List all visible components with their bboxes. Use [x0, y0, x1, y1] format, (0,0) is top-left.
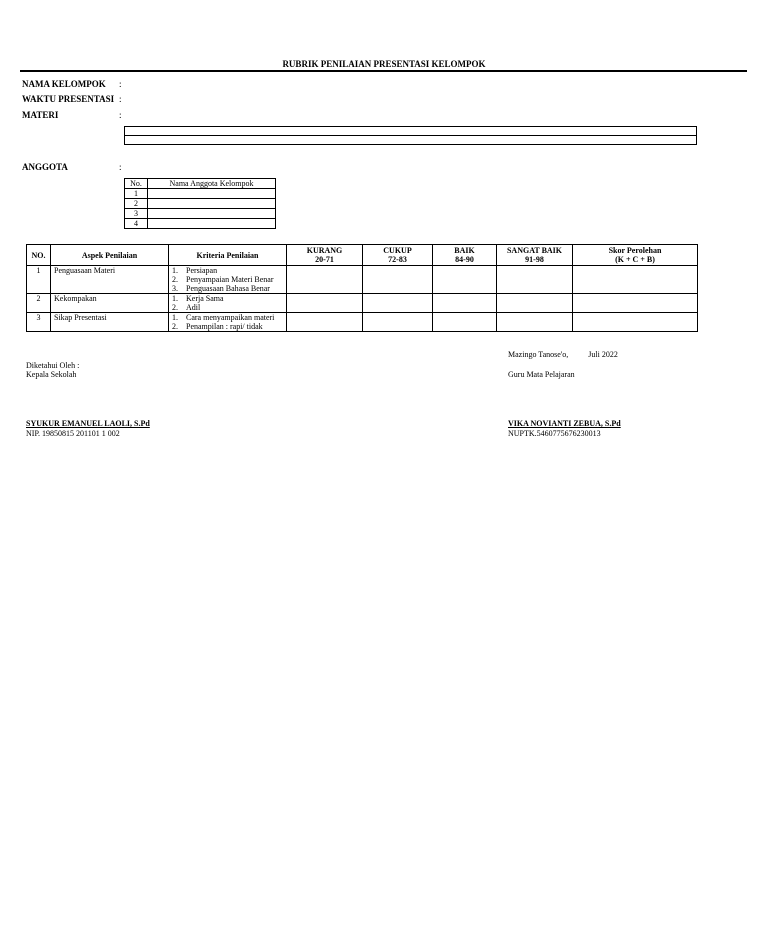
table-row [125, 219, 276, 229]
kriteria-item: 2. Penampilan : rapi/ tidak [172, 322, 263, 331]
diketahui-label: Diketahui Oleh : [26, 361, 80, 370]
kriteria-cell [169, 266, 287, 294]
kriteria-item: 1. Persiapan [172, 266, 218, 275]
aspek-cell: Sikap Presentasi [51, 313, 169, 332]
row-number: 3 [27, 313, 51, 332]
member-name-cell[interactable] [148, 199, 276, 209]
score-cell[interactable] [363, 294, 433, 313]
no-header: NO. [27, 245, 51, 266]
row-number: 1 [125, 189, 148, 199]
baik-header [433, 245, 497, 266]
table-row [125, 209, 276, 219]
score-cell[interactable] [497, 313, 573, 332]
kriteria-item: 2. Penyampaian Materi Benar [172, 275, 274, 284]
cukup-label: CUKUP [383, 246, 412, 255]
row-number: 2 [125, 199, 148, 209]
colon: : [119, 79, 122, 89]
materi-label: MATERI [22, 110, 59, 120]
kriteria-item: 1. Cara menyampaikan materi [172, 313, 275, 322]
aspek-cell: Penguasaan Materi [51, 266, 169, 294]
cukup-range: 72-83 [388, 255, 407, 264]
right-signatory-id: NUPTK.5460775676230013 [508, 429, 601, 438]
score-cell[interactable] [363, 313, 433, 332]
score-cell[interactable] [433, 313, 497, 332]
score-cell[interactable] [433, 266, 497, 294]
colon: : [119, 110, 122, 120]
kriteria-item: 2. Adil [172, 303, 201, 312]
page-title: RUBRIK PENILAIAN PRESENTASI KELOMPOK [282, 59, 486, 69]
row-number: 4 [125, 219, 148, 229]
member-name-cell[interactable] [148, 189, 276, 199]
sangat-baik-range: 91-98 [525, 255, 544, 264]
row-number: 2 [27, 294, 51, 313]
rubrik-table [26, 244, 698, 332]
skor-label: Skor Perolehan [608, 246, 662, 255]
kurang-range: 20-71 [315, 255, 334, 264]
nama-kelompok-label: NAMA KELOMPOK [22, 79, 106, 89]
kurang-label: KURANG [306, 246, 343, 255]
member-name-cell[interactable] [148, 209, 276, 219]
waktu-presentasi-label: WAKTU PRESENTASI [22, 94, 115, 104]
kriteria-item: 3. Penguasaan Bahasa Benar [172, 284, 270, 293]
place-text: Mazingo Tanose'o, [508, 350, 569, 359]
anggota-name-header: Nama Anggota Kelompok [148, 179, 276, 189]
skor-header [573, 245, 698, 266]
baik-label: BAIK [454, 246, 475, 255]
score-cell[interactable] [287, 294, 363, 313]
right-signatory-name: VIKA NOVIANTI ZEBUA, S.Pd [508, 419, 621, 428]
kriteria-header: Kriteria Penilaian [169, 245, 287, 266]
total-cell[interactable] [573, 266, 698, 294]
row-number: 3 [125, 209, 148, 219]
place-date [508, 350, 618, 359]
kriteria-item: 1. Kerja Sama [172, 294, 224, 303]
row-number: 1 [27, 266, 51, 294]
score-cell[interactable] [287, 313, 363, 332]
colon: : [119, 94, 122, 104]
score-cell[interactable] [433, 294, 497, 313]
kurang-header [287, 245, 363, 266]
table-row [27, 294, 698, 313]
aspek-header: Aspek Penilaian [51, 245, 169, 266]
score-cell[interactable] [497, 266, 573, 294]
kriteria-cell [169, 313, 287, 332]
materi-field[interactable] [124, 126, 697, 145]
left-signatory-name: SYUKUR EMANUEL LAOLI, S.Pd [26, 419, 150, 428]
date-text: Juli 2022 [588, 350, 618, 359]
sangat-baik-label: SANGAT BAIK [506, 246, 563, 255]
table-row [27, 313, 698, 332]
score-cell[interactable] [287, 266, 363, 294]
table-row [27, 266, 698, 294]
table-row [125, 189, 276, 199]
anggota-no-header: No. [125, 179, 148, 189]
skor-formula: (K + C + B) [615, 255, 655, 264]
total-cell[interactable] [573, 294, 698, 313]
anggota-table [124, 178, 276, 229]
left-signatory-id: NIP. 19850815 201101 1 002 [26, 429, 120, 438]
kepala-sekolah-label: Kepala Sekolah [26, 370, 77, 379]
score-cell[interactable] [363, 266, 433, 294]
colon: : [119, 162, 122, 172]
guru-label: Guru Mata Pelajaran [508, 370, 575, 379]
aspek-cell: Kekompakan [51, 294, 169, 313]
score-cell[interactable] [497, 294, 573, 313]
title-divider [20, 70, 747, 72]
total-cell[interactable] [573, 313, 698, 332]
baik-range: 84-90 [455, 255, 474, 264]
kriteria-cell [169, 294, 287, 313]
cukup-header [363, 245, 433, 266]
anggota-label: ANGGOTA [22, 162, 68, 172]
table-row [125, 199, 276, 209]
sangat-baik-header [497, 245, 573, 266]
member-name-cell[interactable] [148, 219, 276, 229]
